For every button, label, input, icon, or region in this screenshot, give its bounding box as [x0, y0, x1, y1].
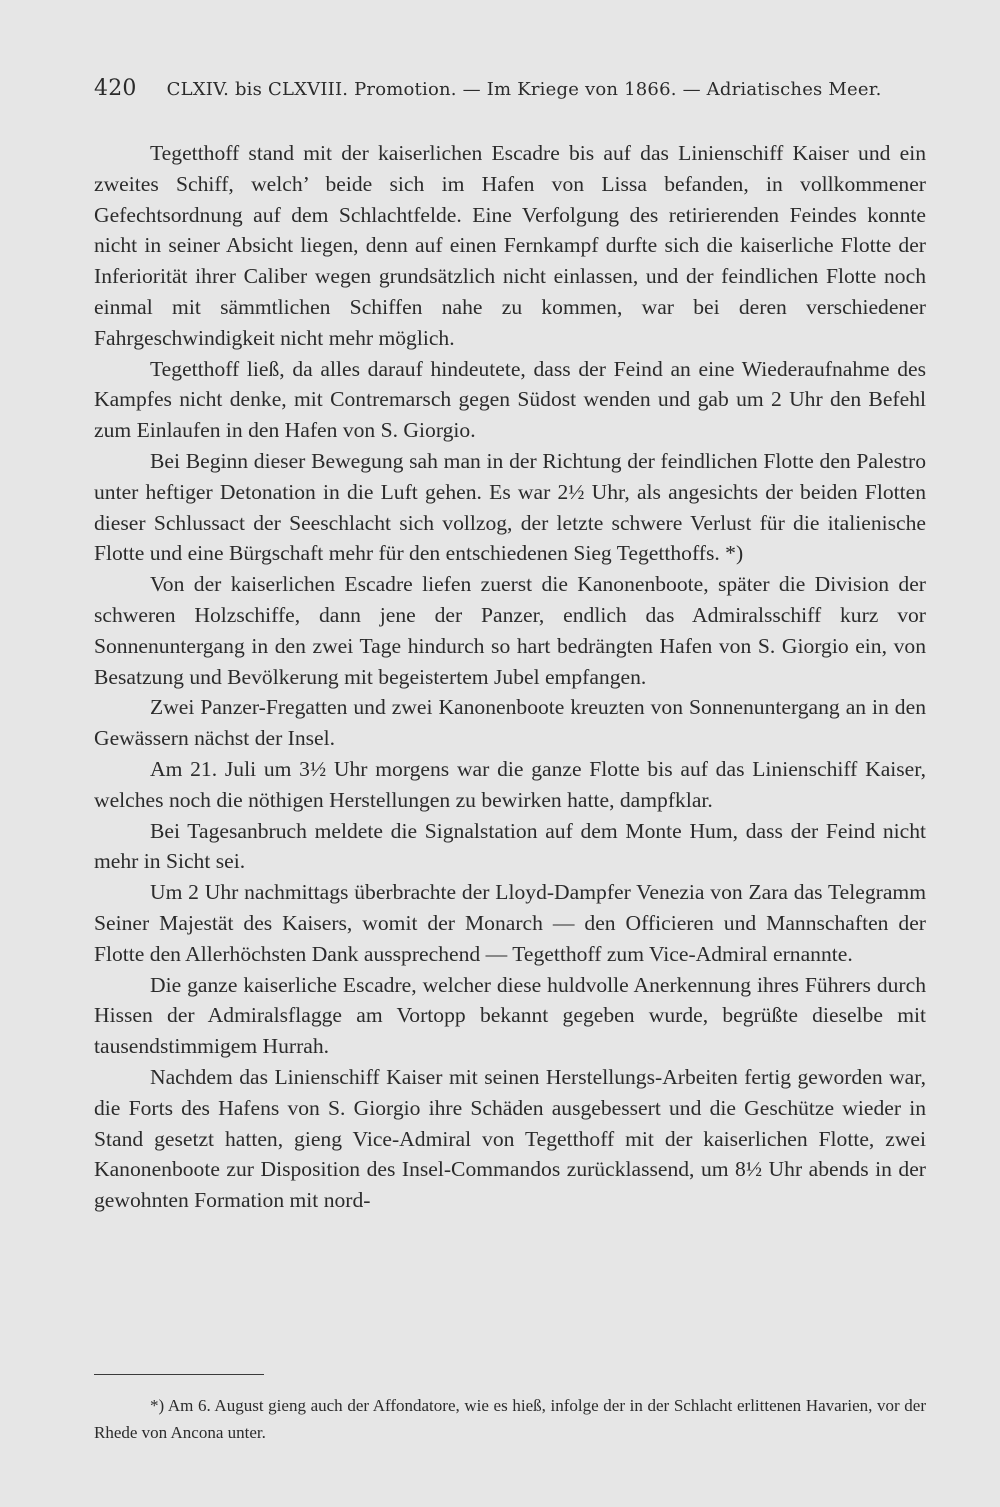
- paragraph: Tegetthoff ließ, da alles darauf hindeutete, dass der Feind an eine Wiederaufnahme des Kampfes nicht denke, mit Contremarsch gegen Südost wenden und gab um 2 Uhr den Befehl zum Einlaufen in den Hafen von S. Giorgio.: [94, 356, 926, 443]
- paragraph: Um 2 Uhr nachmittags überbrachte der Lloyd-Dampfer Venezia von Zara das Telegramm Seiner Majestät des Kaisers, womit der Monarch — den Officieren und Mannschaften der Flotte den Allerhöchsten Dank aussprechend — Tegetthoff zum Vice-Admiral ernannte.: [94, 880, 926, 966]
- paragraph: Von der kaiserlichen Escadre liefen zuerst die Kanonenboote, später die Division der schweren Holzschiffe, dann jene der Panzer, endlich das Admiralsschiff kurz vor Sonnenuntergang in den zwei Tage hindurch so hart bedrängten Hafen von S. Giorgio ein, von Besatzung und Bevölkerung mit begeistertem Jubel empfangen.: [94, 572, 926, 689]
- body-text: [94, 138, 926, 1216]
- page-number: 420: [94, 76, 137, 101]
- paragraph: Bei Beginn dieser Bewegung sah man in der Richtung der feindlichen Flotte den Palestro unter heftiger Detonation in die Luft gehen. Es war 2½ Uhr, als angesichts der beiden Flotten dieser Schlussact der Seeschlacht sich vollzog, der letzte schwere Verlust für die italienische Flotte und eine Bürgschaft mehr für den entschiedenen Sieg Tegetthoffs. *): [94, 448, 926, 566]
- paragraph: Zwei Panzer-Fregatten und zwei Kanonenboote kreuzten von Sonnenuntergang an in den Gewässern nächst der Insel.: [94, 695, 926, 751]
- paragraph: Die ganze kaiserliche Escadre, welcher diese huldvolle Anerkennung ihres Führers durch Hissen der Admiralsflagge am Vortopp bekannt gegeben wurde, begrüßte dieselbe mit tausendstimmigem Hurrah.: [94, 972, 926, 1059]
- footnote-text: *) Am 6. August gieng auch der Affondatore, wie es hieß, infolge der in der Schlacht erlittenen Havarien, vor der Rhede von Ancona unter.: [94, 1396, 926, 1442]
- paragraph: Nachdem das Linienschiff Kaiser mit seinen Herstellungs-Arbeiten fertig geworden war, die Forts des Hafens von S. Giorgio ihre Schäden ausgebessert und die Geschütze wieder in Stand gesetzt hatten, gieng Vice-Admiral von Tegetthoff mit der kaiserlichen Flotte, zwei Kanonenboote zur Disposition des Insel-Commandos zurücklassend, um 8½ Uhr abends in der gewohnten Formation mit nord-: [94, 1064, 926, 1213]
- paragraph: Bei Tagesanbruch meldete die Signalstation auf dem Monte Hum, dass der Feind nicht mehr in Sicht sei.: [94, 818, 926, 874]
- footnote: [94, 1392, 926, 1446]
- running-title: CLXIV. bis CLXVIII. Promotion. — Im Kriege von 1866. — Adriatisches Meer.: [166, 79, 882, 100]
- paragraph: Am 21. Juli um 3½ Uhr morgens war die ganze Flotte bis auf das Linienschiff Kaiser, welches noch die nöthigen Herstellungen zu bewirken hatte, dampfklar.: [94, 756, 926, 812]
- running-header: [94, 76, 882, 101]
- footnote-separator: [94, 1374, 264, 1375]
- paragraph: Tegetthoff stand mit der kaiserlichen Escadre bis auf das Linienschiff Kaiser und ein zweites Schiff, welch’ beide sich im Hafen von Lissa befanden, in vollkommener Gefechtsordnung auf dem Schlachtfelde. Eine Verfolgung des retirierenden Feindes konnte nicht in seiner Absicht liegen, denn auf einen Fernkampf durfte sich die kaiserliche Flotte der Inferiorität ihrer Caliber wegen grundsätzlich nicht einlassen, und der feindlichen Flotte noch einmal mit sämmtlichen Schiffen nahe zu kommen, war bei deren verschiedener Fahrgeschwindigkeit nicht mehr möglich.: [94, 141, 926, 350]
